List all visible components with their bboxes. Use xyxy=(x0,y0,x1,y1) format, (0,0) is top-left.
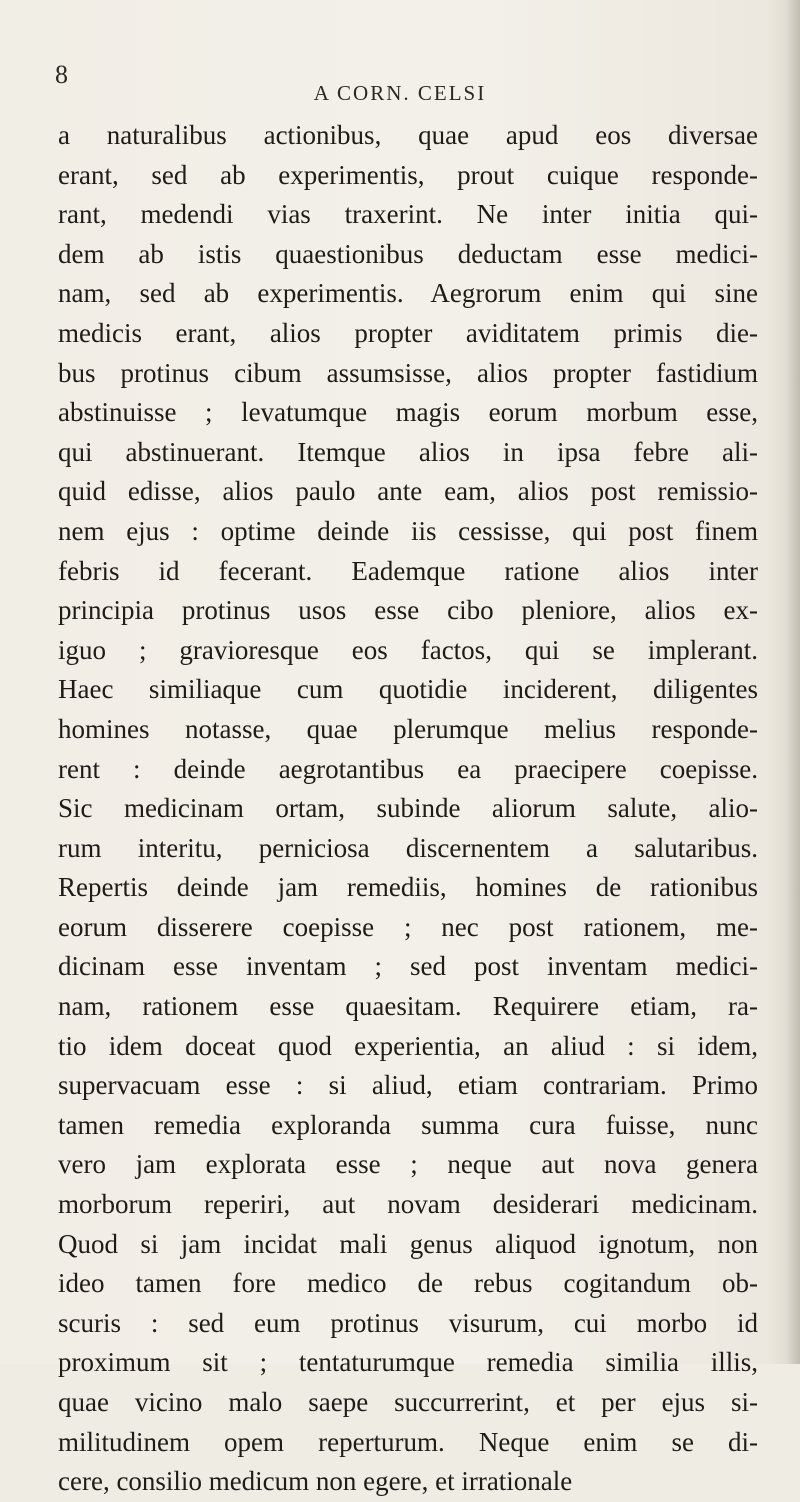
page-edge-shadow xyxy=(786,0,800,1364)
text-line: supervacuam esse : si aliud, etiam contrariam. Primo xyxy=(58,1070,758,1101)
body-text xyxy=(58,116,758,1502)
text-line: proximum sit ; tentaturumque remedia similia illis, xyxy=(58,1347,758,1378)
text-line: bus protinus cibum assumsisse, alios propter fastidium xyxy=(58,357,758,388)
text-line: Quod si jam incidat mali genus aliquod ignotum, non xyxy=(58,1228,758,1259)
text-line: abstinuisse ; levatumque magis eorum morbum esse, xyxy=(58,397,758,428)
text-line: scuris : sed eum protinus visurum, cui morbo id xyxy=(58,1307,758,1338)
text-line: nam, sed ab experimentis. Aegrorum enim qui sine xyxy=(58,278,758,309)
running-head: A CORN. CELSI xyxy=(313,81,487,105)
text-line: Sic medicinam ortam, subinde aliorum salute, alio- xyxy=(58,793,758,824)
text-line: nam, rationem esse quaesitam. Requirere etiam, ra- xyxy=(58,991,758,1022)
text-line: cere, consilio medicum non egere, et irrationale xyxy=(58,1466,573,1497)
text-line: quae vicino malo saepe succurrerint, et per ejus si- xyxy=(58,1387,758,1417)
text-line: ideo tamen fore medico de rebus cogitandum ob- xyxy=(58,1268,758,1299)
text-line: dicinam esse inventam ; sed post inventam medici- xyxy=(58,951,758,982)
page-number: 8 xyxy=(55,60,68,89)
text-line: tio idem doceat quod experientia, an aliud : si idem, xyxy=(58,1030,758,1061)
text-line: rum interitu, perniciosa discernentem a salutaribus. xyxy=(58,832,758,863)
text-line: erant, sed ab experimentis, prout cuique responde- xyxy=(58,159,758,190)
text-line: febris id fecerant. Eademque ratione alios inter xyxy=(58,555,758,586)
text-line: vero jam explorata esse ; neque aut nova genera xyxy=(58,1149,758,1180)
text-line: Repertis deinde jam remediis, homines de rationibus xyxy=(58,872,758,903)
text-line: eorum disserere coepisse ; nec post rationem, me- xyxy=(58,911,758,942)
text-line: morborum reperiri, aut novam desiderari medicinam. xyxy=(58,1189,758,1220)
text-line: tamen remedia exploranda summa cura fuisse, nunc xyxy=(58,1109,758,1140)
text-line: dem ab istis quaestionibus deductam esse medici- xyxy=(58,238,758,269)
text-line: rent : deinde aegrotantibus ea praecipere coepisse. xyxy=(58,753,758,784)
text-line: qui abstinuerant. Itemque alios in ipsa febre ali- xyxy=(58,436,758,467)
text-line: rant, medendi vias traxerint. Ne inter initia qui- xyxy=(58,199,758,230)
text-line: iguo ; gravioresque eos factos, qui se implerant. xyxy=(58,634,758,665)
text-line: principia protinus usos esse cibo pleniore, alios ex- xyxy=(58,595,758,626)
text-line: militudinem opem reperturum. Neque enim se di- xyxy=(58,1426,758,1457)
text-line: nem ejus : optime deinde iis cessisse, qui post finem xyxy=(58,515,758,546)
text-line: homines notasse, quae plerumque melius responde- xyxy=(58,713,758,744)
text-line: quid edisse, alios paulo ante eam, alios post remissio- xyxy=(58,476,758,507)
text-line: Haec similiaque cum quotidie inciderent, diligentes xyxy=(58,674,758,705)
text-line: a naturalibus actionibus, quae apud eos diversae xyxy=(58,120,758,150)
text-line: medicis erant, alios propter aviditatem primis die- xyxy=(58,317,758,348)
